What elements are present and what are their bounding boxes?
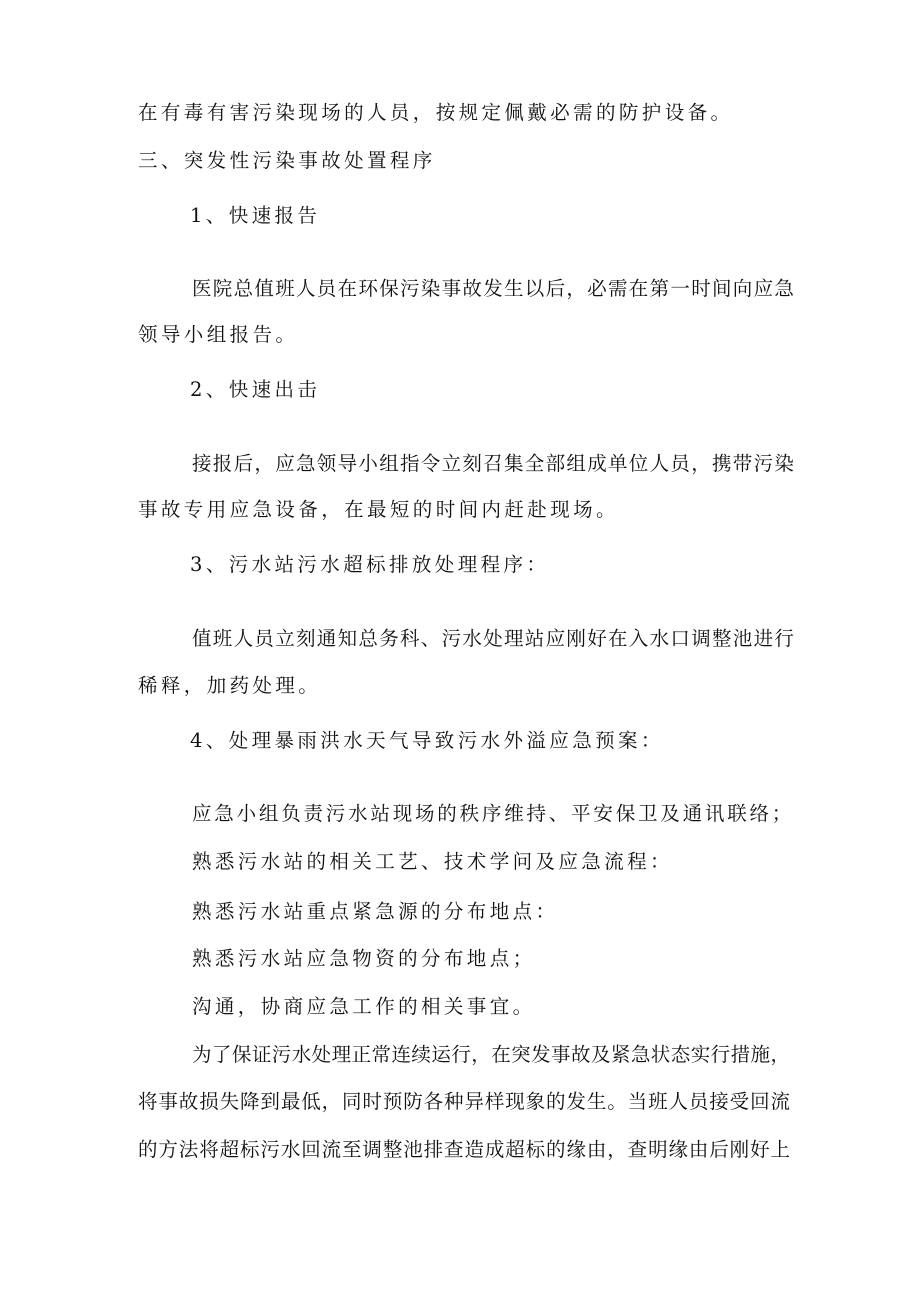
paragraph-line: 在有毒有害污染现场的人员，按规定佩戴必需的防护设备。 bbox=[138, 101, 734, 124]
list-item: 沟通，协商应急工作的相关事宜。 bbox=[192, 995, 536, 1018]
item-heading: 1、快速报告 bbox=[190, 204, 321, 227]
paragraph-line: 稀释，加药处理。 bbox=[138, 674, 322, 697]
item-heading: 3、污水站污水超标排放处理程序： bbox=[190, 553, 550, 576]
item-heading: 4、处理暴雨洪水天气导致污水外溢应急预案： bbox=[190, 729, 664, 752]
paragraph-line: 将事故损失降到最低，同时预防各种异样现象的发生。当班人员接受回流 bbox=[138, 1090, 790, 1113]
list-item: 熟悉污水站应急物资的分布地点； bbox=[192, 947, 536, 970]
item-heading: 2、快速出击 bbox=[190, 378, 321, 401]
paragraph-line: 为了保证污水处理正常连续运行，在突发事故及紧急状态实行措施， bbox=[192, 1043, 790, 1066]
paragraph-line: 医院总值班人员在环保污染事故发生以后，必需在第一时间向应急 bbox=[192, 277, 796, 300]
paragraph-line: 接报后，应急领导小组指令立刻召集全部组成单位人员，携带污染 bbox=[192, 452, 796, 475]
list-item: 熟悉污水站重点紧急源的分布地点： bbox=[192, 900, 559, 923]
list-item: 应急小组负责污水站现场的秩序维持、平安保卫及通讯联络； bbox=[192, 802, 795, 825]
section-heading: 三、突发性污染事故处置程序 bbox=[138, 149, 436, 172]
paragraph-line: 领导小组报告。 bbox=[138, 323, 299, 346]
paragraph-line: 的方法将超标污水回流至调整池排查造成超标的缘由，查明缘由后刚好上 bbox=[138, 1138, 790, 1161]
paragraph-line: 事故专用应急设备，在最短的时间内赶赴现场。 bbox=[138, 498, 619, 521]
paragraph-line: 值班人员立刻通知总务科、污水处理站应刚好在入水口调整池进行 bbox=[192, 627, 796, 650]
list-item: 熟悉污水站的相关工艺、技术学问及应急流程： bbox=[192, 850, 673, 873]
